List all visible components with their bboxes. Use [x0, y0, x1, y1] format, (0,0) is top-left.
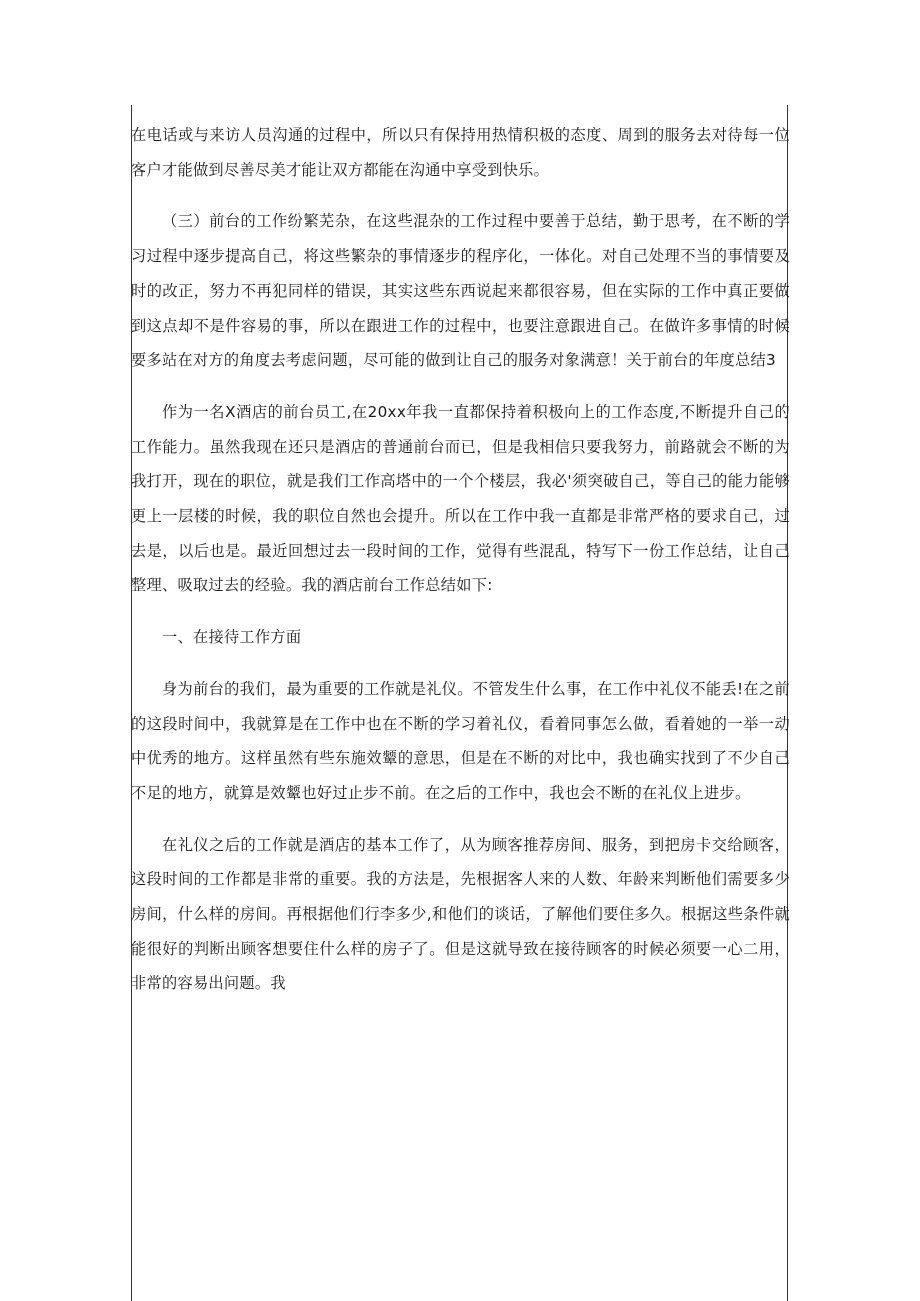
paragraph-section-three: （三）前台的工作纷繁芜杂，在这些混杂的工作过程中要善于总结，勤于思考，在不断的学习过程中逐步提高自己，将这些繁杂的事情逐步的程序化，一体化。对自己处理不当的事情要及时的改正，努力不再犯同样的错误，其实这些东西说起来都很容易，但在实际的工作中真正要做到这点却不是件容易的事，所以在跟进工作的过程中，也要注意跟进自己。在做许多事情的时候要多站在对方的角度去考虑问题，尽可能的做到让自己的服务对象满意！关于前台的年度总结3 [131, 212, 790, 370]
paragraph-basic-work: 在礼仪之后的工作就是酒店的基本工作了，从为顾客推荐房间、服务，到把房卡交给顾客，这段时间的工作都是非常的重要。我的方法是，先根据客人来的人数、年龄来判断他们需要多少房间，什么样的房间。再根据他们行李多少,和他们的谈话，了解他们要住多久。根据这些条件就能很好的判断出顾客想要住什么样的房子了。但是这就导致在接待顾客的时候必须要一心二用，非常的容易出问题。我 [131, 835, 790, 993]
paragraph-communication-closing: 在电话或与来访人员沟通的过程中，所以只有保持用热情积极的态度、周到的服务去对待每一位客户才能做到尽善尽美才能让双方都能在沟通中享受到快乐。 [131, 126, 790, 179]
paragraph-etiquette: 身为前台的我们，最为重要的工作就是礼仪。不管发生什么事，在工作中礼仪不能丢!在之前的这段时间中，我就算是在工作中也在不断的学习着礼仪，看着同事怎么做，看着她的一举一动中优秀的地方。这样虽然有些东施效颦的意思，但是在不断的对比中，我也确实找到了不少自己不足的地方，就算是效颦也好过止步不前。在之后的工作中，我也会不断的在礼仪上进步。 [131, 679, 790, 802]
section-heading-reception: 一、在接待工作方面 [162, 628, 302, 647]
document-body [131, 118, 790, 1001]
paragraph-intro-summary-3: 作为一名X酒店的前台员工,在20xx年我一直都保持着积极向上的工作态度,不断提升自己的工作能力。虽然我现在还只是酒店的普通前台而已，但是我相信只要我努力，前路就会不断的为我打开，现在的职位，就是我们工作高塔中的一个个楼层，我必'须突破自己，等自己的能力能够更上一层楼的时候，我的职位自然也会提升。所以在工作中我一直都是非常严格的要求自己，过去是，以后也是。最近回想过去一段时间的工作，觉得有些混乱，特写下一份工作总结，让自己整理、吸取过去的经验。我的酒店前台工作总结如下: [131, 402, 790, 595]
